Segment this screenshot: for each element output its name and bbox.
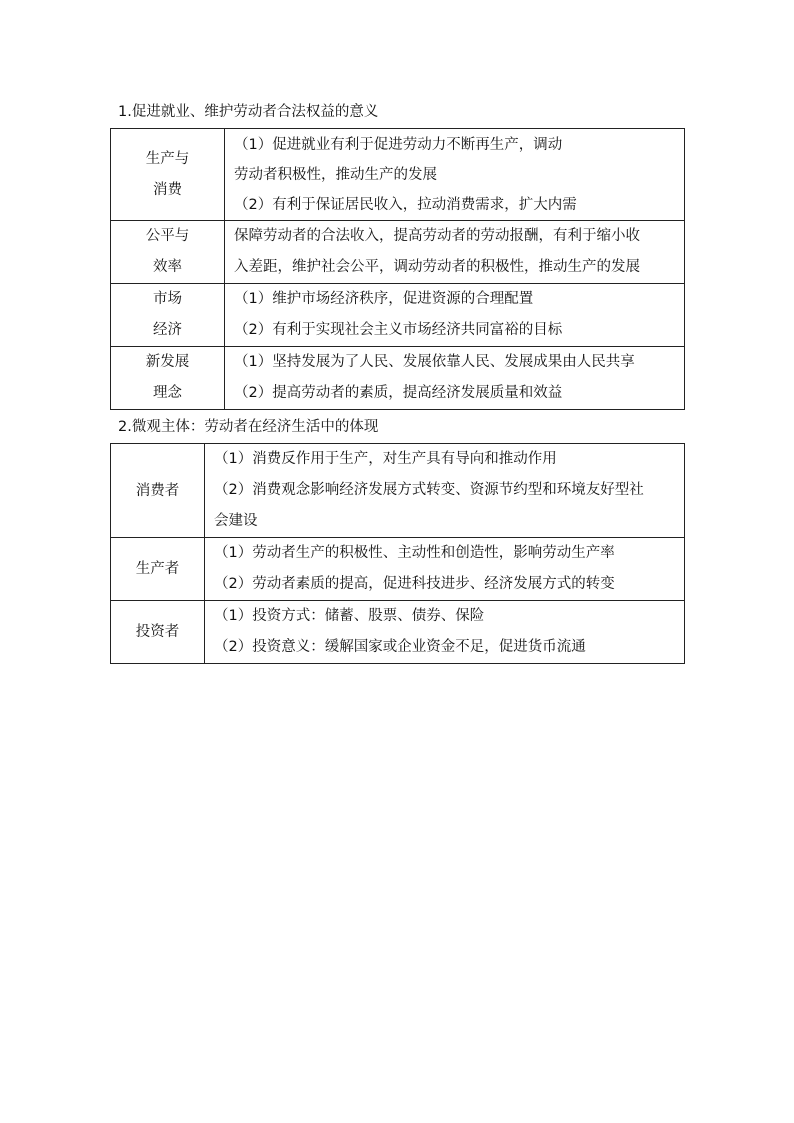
content-line: 保障劳动者的合法收入，提高劳动者的劳动报酬，有利于缩小收 bbox=[234, 228, 640, 244]
content-line: （2）提高劳动者的素质，提高经济发展质量和效益 bbox=[234, 385, 563, 401]
table-row bbox=[111, 444, 685, 538]
significance-table bbox=[110, 128, 685, 410]
row-label-line: 效率 bbox=[153, 259, 182, 275]
row-label bbox=[111, 284, 225, 347]
row-label-line: 经济 bbox=[153, 322, 182, 338]
row-label-line: 新发展 bbox=[145, 354, 190, 370]
row-label: 消费者 bbox=[111, 444, 205, 538]
row-label bbox=[111, 347, 225, 410]
section2-heading: 2.微观主体：劳动者在经济生活中的体现 bbox=[118, 419, 379, 435]
table-row bbox=[111, 538, 685, 601]
content-line: （1）促进就业有利于促进劳动力不断再生产，调动 bbox=[234, 136, 563, 153]
row-content bbox=[225, 221, 685, 284]
row-label-line: 消费 bbox=[153, 181, 182, 198]
table-row bbox=[111, 129, 685, 221]
content-line: 会建设 bbox=[214, 513, 258, 529]
content-line: 劳动者积极性，推动生产的发展 bbox=[234, 166, 437, 183]
content-line: （1）维护市场经济秩序，促进资源的合理配置 bbox=[234, 291, 534, 307]
row-label-line: 理念 bbox=[153, 385, 182, 401]
micro-subject-table bbox=[110, 443, 685, 664]
row-content bbox=[225, 129, 685, 221]
row-label bbox=[111, 129, 225, 221]
row-content bbox=[205, 601, 685, 664]
row-label bbox=[111, 221, 225, 284]
table-row bbox=[111, 347, 685, 410]
section1-heading: 1.促进就业、维护劳动者合法权益的意义 bbox=[118, 104, 379, 120]
content-line: 入差距，维护社会公平，调动劳动者的积极性，推动生产的发展 bbox=[234, 259, 640, 275]
content-line: （2）有利于实现社会主义市场经济共同富裕的目标 bbox=[234, 322, 563, 338]
table-row bbox=[111, 601, 685, 664]
content-line: （1）劳动者生产的积极性、主动性和创造性，影响劳动生产率 bbox=[214, 545, 615, 561]
row-content bbox=[225, 284, 685, 347]
row-label-line: 公平与 bbox=[145, 228, 190, 244]
content-line: （1）坚持发展为了人民、发展依靠人民、发展成果由人民共享 bbox=[234, 354, 635, 370]
row-content bbox=[205, 538, 685, 601]
row-label: 投资者 bbox=[111, 601, 205, 664]
table-row bbox=[111, 284, 685, 347]
row-label-line: 市场 bbox=[153, 291, 182, 307]
table-row bbox=[111, 221, 685, 284]
row-content bbox=[225, 347, 685, 410]
row-content bbox=[205, 444, 685, 538]
content-line: （1）投资方式：储蓄、股票、债券、保险 bbox=[214, 608, 485, 624]
row-label-line: 生产与 bbox=[145, 150, 190, 167]
content-line: （2）投资意义：缓解国家或企业资金不足，促进货币流通 bbox=[214, 639, 586, 655]
row-label: 生产者 bbox=[111, 538, 205, 601]
content-line: （1）消费反作用于生产，对生产具有导向和推动作用 bbox=[214, 451, 557, 467]
content-line: （2）有利于保证居民收入，拉动消费需求，扩大内需 bbox=[234, 196, 577, 213]
content-line: （2）劳动者素质的提高，促进科技进步、经济发展方式的转变 bbox=[214, 576, 615, 592]
content-line: （2）消费观念影响经济发展方式转变、资源节约型和环境友好型社 bbox=[214, 482, 644, 498]
